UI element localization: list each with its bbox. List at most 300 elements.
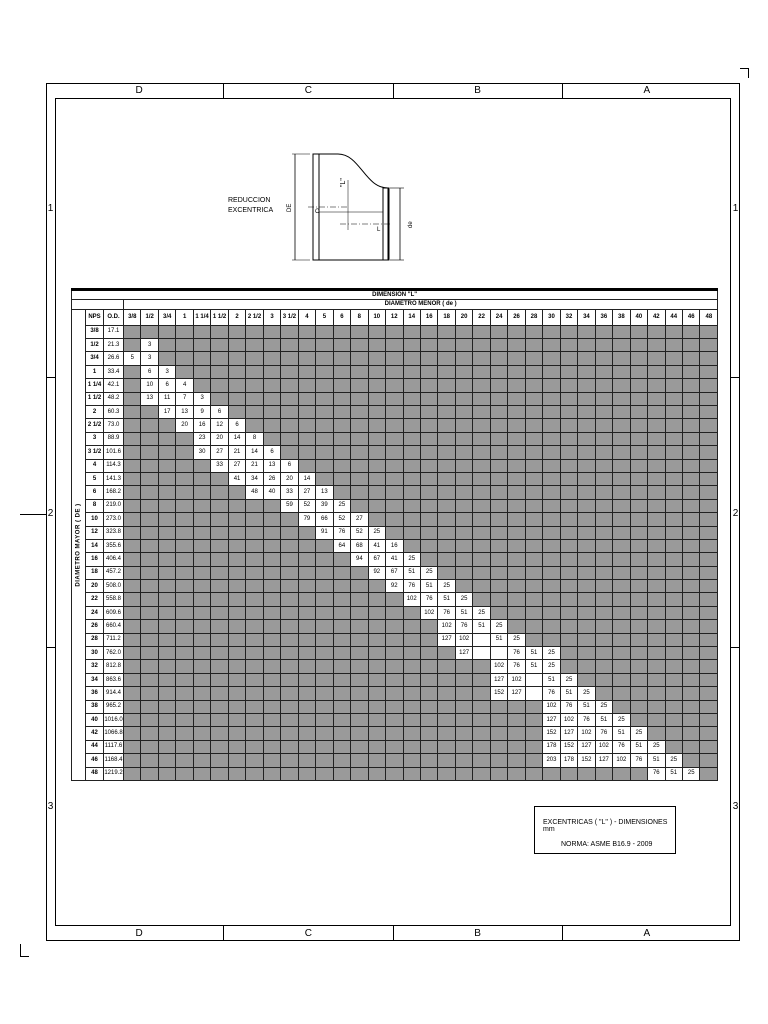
empty-cell	[316, 365, 333, 378]
empty-cell	[665, 472, 682, 485]
empty-cell	[263, 392, 280, 405]
empty-cell	[665, 459, 682, 472]
empty-cell	[473, 379, 490, 392]
row-nps: 14	[86, 539, 104, 552]
empty-cell	[281, 660, 298, 673]
empty-cell	[403, 432, 420, 445]
empty-cell	[228, 499, 245, 512]
dimension-cell: 6	[158, 379, 175, 392]
empty-cell	[490, 727, 507, 740]
empty-cell	[700, 593, 718, 606]
empty-cell	[630, 339, 647, 352]
empty-cell	[141, 325, 158, 338]
empty-cell	[438, 553, 455, 566]
empty-cell	[158, 553, 175, 566]
empty-cell	[386, 700, 403, 713]
empty-cell	[455, 472, 472, 485]
empty-cell	[176, 539, 193, 552]
empty-cell	[281, 365, 298, 378]
empty-cell	[386, 606, 403, 619]
empty-cell	[700, 446, 718, 459]
empty-cell	[246, 325, 263, 338]
empty-cell	[665, 660, 682, 673]
empty-cell	[595, 539, 612, 552]
dimension-cell: 25	[543, 647, 560, 660]
empty-cell	[368, 647, 385, 660]
dimension-cell: 11	[158, 392, 175, 405]
dimension-cell: 178	[543, 740, 560, 753]
empty-cell	[613, 365, 630, 378]
empty-cell	[648, 714, 665, 727]
table-row	[72, 365, 718, 378]
zone-label: B	[394, 83, 563, 98]
empty-cell	[473, 767, 490, 780]
empty-cell	[333, 673, 350, 686]
empty-cell	[473, 687, 490, 700]
empty-cell	[490, 754, 507, 767]
empty-cell	[351, 673, 368, 686]
empty-cell	[158, 687, 175, 700]
empty-cell	[351, 767, 368, 780]
empty-cell	[578, 459, 595, 472]
empty-cell	[333, 647, 350, 660]
empty-cell	[124, 740, 141, 753]
empty-cell	[211, 593, 228, 606]
empty-cell	[508, 459, 525, 472]
column-header: 2	[228, 310, 245, 326]
empty-cell	[246, 606, 263, 619]
row-nps: 3/4	[86, 352, 104, 365]
empty-cell	[141, 714, 158, 727]
label-DE: DE	[287, 203, 293, 212]
empty-cell	[508, 566, 525, 579]
empty-cell	[281, 647, 298, 660]
dimension-cell: 27	[351, 513, 368, 526]
empty-cell	[263, 339, 280, 352]
row-od: 114.3	[104, 459, 124, 472]
dimension-cell	[473, 633, 490, 646]
dimension-cell: 76	[420, 593, 437, 606]
dimension-cell: 64	[333, 539, 350, 552]
empty-cell	[316, 539, 333, 552]
empty-cell	[333, 432, 350, 445]
empty-cell	[490, 767, 507, 780]
empty-cell	[490, 472, 507, 485]
empty-cell	[438, 700, 455, 713]
empty-cell	[211, 727, 228, 740]
dimension-cell: 51	[543, 673, 560, 686]
column-header: 34	[578, 310, 595, 326]
empty-cell	[193, 325, 210, 338]
dimension-cell: 13	[263, 459, 280, 472]
dimension-cell	[490, 647, 507, 660]
empty-cell	[525, 392, 542, 405]
empty-cell	[473, 432, 490, 445]
empty-cell	[630, 499, 647, 512]
empty-cell	[246, 419, 263, 432]
empty-cell	[455, 432, 472, 445]
empty-cell	[176, 620, 193, 633]
empty-cell	[508, 472, 525, 485]
empty-cell	[263, 499, 280, 512]
table-row	[72, 499, 718, 512]
empty-cell	[333, 606, 350, 619]
empty-cell	[473, 499, 490, 512]
empty-cell	[368, 325, 385, 338]
row-od: 323.8	[104, 526, 124, 539]
table-row	[72, 727, 718, 740]
empty-cell	[124, 633, 141, 646]
column-header: 44	[665, 310, 682, 326]
empty-cell	[124, 593, 141, 606]
empty-cell	[665, 499, 682, 512]
empty-cell	[281, 593, 298, 606]
row-nps: 12	[86, 526, 104, 539]
empty-cell	[141, 754, 158, 767]
table-title-row	[72, 290, 718, 300]
empty-cell	[141, 660, 158, 673]
empty-cell	[246, 392, 263, 405]
empty-cell	[543, 365, 560, 378]
empty-cell	[595, 406, 612, 419]
empty-cell	[700, 325, 718, 338]
empty-cell	[613, 419, 630, 432]
empty-cell	[298, 606, 315, 619]
empty-cell	[368, 379, 385, 392]
empty-cell	[228, 593, 245, 606]
dimension-cell: 48	[246, 486, 263, 499]
dimension-cell	[525, 673, 542, 686]
zone-row-bottom	[55, 926, 731, 941]
empty-cell	[176, 727, 193, 740]
dimension-cell: 127	[560, 727, 577, 740]
empty-cell	[403, 539, 420, 552]
empty-cell	[630, 459, 647, 472]
empty-cell	[158, 620, 175, 633]
row-od: 1219.2	[104, 767, 124, 780]
empty-cell	[665, 580, 682, 593]
empty-cell	[630, 580, 647, 593]
row-od: 101.6	[104, 446, 124, 459]
empty-cell	[124, 365, 141, 378]
dimension-cell: 25	[630, 727, 647, 740]
empty-cell	[525, 379, 542, 392]
dimension-cell: 51	[665, 767, 682, 780]
empty-cell	[281, 553, 298, 566]
dimension-cell: 67	[368, 553, 385, 566]
zone-divider	[46, 377, 55, 378]
empty-cell	[648, 406, 665, 419]
empty-cell	[211, 526, 228, 539]
empty-cell	[560, 513, 577, 526]
empty-cell	[403, 633, 420, 646]
empty-cell	[281, 446, 298, 459]
empty-cell	[613, 580, 630, 593]
empty-cell	[228, 392, 245, 405]
table-row	[72, 740, 718, 753]
empty-cell	[211, 325, 228, 338]
empty-cell	[438, 379, 455, 392]
empty-cell	[141, 526, 158, 539]
empty-cell	[665, 606, 682, 619]
empty-cell	[700, 714, 718, 727]
empty-cell	[700, 700, 718, 713]
empty-cell	[298, 379, 315, 392]
empty-cell	[298, 647, 315, 660]
empty-cell	[298, 339, 315, 352]
empty-cell	[281, 566, 298, 579]
empty-cell	[613, 687, 630, 700]
empty-cell	[333, 700, 350, 713]
column-header: 26	[508, 310, 525, 326]
empty-cell	[403, 419, 420, 432]
dimension-cell: 10	[141, 379, 158, 392]
empty-cell	[490, 526, 507, 539]
empty-cell	[158, 566, 175, 579]
row-od: 1168.4	[104, 754, 124, 767]
empty-cell	[665, 620, 682, 633]
dimension-cell: 66	[316, 513, 333, 526]
empty-cell	[228, 714, 245, 727]
empty-cell	[351, 740, 368, 753]
empty-cell	[543, 526, 560, 539]
empty-cell	[316, 566, 333, 579]
empty-cell	[333, 593, 350, 606]
empty-cell	[386, 406, 403, 419]
empty-cell	[263, 593, 280, 606]
empty-cell	[298, 419, 315, 432]
empty-cell	[455, 660, 472, 673]
row-nps: 6	[86, 486, 104, 499]
dimension-cell: 102	[438, 620, 455, 633]
empty-cell	[281, 714, 298, 727]
row-nps: 42	[86, 727, 104, 740]
empty-cell	[386, 365, 403, 378]
dimension-cell	[525, 687, 542, 700]
empty-cell	[351, 406, 368, 419]
row-od: 762.0	[104, 647, 124, 660]
empty-cell	[630, 352, 647, 365]
empty-cell	[473, 553, 490, 566]
dimension-cell: 59	[281, 499, 298, 512]
empty-cell	[403, 339, 420, 352]
dimension-cell: 51	[525, 647, 542, 660]
dimension-cell: 25	[490, 620, 507, 633]
table-row	[72, 700, 718, 713]
empty-cell	[508, 526, 525, 539]
row-nps: 1 1/2	[86, 392, 104, 405]
empty-cell	[473, 472, 490, 485]
row-nps: 48	[86, 767, 104, 780]
dimension-cell: 7	[176, 392, 193, 405]
empty-cell	[124, 727, 141, 740]
empty-cell	[508, 325, 525, 338]
empty-cell	[351, 472, 368, 485]
dimension-cell: 51	[403, 566, 420, 579]
dimension-cell: 25	[438, 580, 455, 593]
empty-cell	[648, 553, 665, 566]
dimension-cell: 12	[211, 419, 228, 432]
empty-cell	[298, 553, 315, 566]
row-nps: 26	[86, 620, 104, 633]
empty-cell	[193, 339, 210, 352]
empty-cell	[508, 740, 525, 753]
empty-cell	[211, 365, 228, 378]
empty-cell	[560, 472, 577, 485]
note-line1: EXCENTRICAS ( "L" ) - DIMENSIONES mm	[543, 819, 668, 833]
empty-cell	[176, 767, 193, 780]
empty-cell	[124, 325, 141, 338]
empty-cell	[525, 419, 542, 432]
empty-cell	[386, 647, 403, 660]
empty-cell	[246, 687, 263, 700]
empty-cell	[595, 767, 612, 780]
empty-cell	[246, 365, 263, 378]
empty-cell	[490, 593, 507, 606]
empty-cell	[525, 740, 542, 753]
row-nps: 10	[86, 513, 104, 526]
empty-cell	[595, 339, 612, 352]
empty-cell	[158, 606, 175, 619]
empty-cell	[246, 660, 263, 673]
empty-cell	[193, 727, 210, 740]
empty-cell	[613, 499, 630, 512]
dimension-cell: 102	[508, 673, 525, 686]
empty-cell	[351, 700, 368, 713]
empty-cell	[543, 432, 560, 445]
empty-cell	[403, 727, 420, 740]
empty-cell	[351, 727, 368, 740]
empty-cell	[316, 620, 333, 633]
empty-cell	[578, 566, 595, 579]
empty-cell	[281, 580, 298, 593]
empty-cell	[124, 446, 141, 459]
empty-cell	[351, 580, 368, 593]
empty-cell	[176, 647, 193, 660]
dimension-cell: 51	[438, 593, 455, 606]
empty-cell	[298, 714, 315, 727]
empty-cell	[228, 379, 245, 392]
dimension-cell: 16	[386, 539, 403, 552]
empty-cell	[351, 365, 368, 378]
empty-cell	[246, 767, 263, 780]
row-od: 1016.0	[104, 714, 124, 727]
empty-cell	[263, 687, 280, 700]
dimension-cell: 8	[246, 432, 263, 445]
empty-cell	[193, 633, 210, 646]
empty-cell	[316, 325, 333, 338]
empty-cell	[228, 486, 245, 499]
empty-cell	[386, 740, 403, 753]
empty-cell	[665, 446, 682, 459]
dimension-cell: 127	[578, 740, 595, 753]
empty-cell	[438, 660, 455, 673]
empty-cell	[141, 446, 158, 459]
empty-cell	[490, 580, 507, 593]
empty-cell	[543, 379, 560, 392]
empty-cell	[420, 526, 437, 539]
empty-cell	[193, 513, 210, 526]
empty-cell	[228, 365, 245, 378]
empty-cell	[386, 339, 403, 352]
empty-cell	[473, 740, 490, 753]
empty-cell	[420, 660, 437, 673]
empty-cell	[211, 673, 228, 686]
dimension-cell: 52	[298, 499, 315, 512]
empty-cell	[193, 660, 210, 673]
empty-cell	[263, 432, 280, 445]
empty-cell	[630, 606, 647, 619]
dimension-cell: 76	[455, 620, 472, 633]
column-header: 1 1/4	[193, 310, 210, 326]
empty-cell	[595, 472, 612, 485]
row-od: 73.0	[104, 419, 124, 432]
dimension-cell: 51	[648, 754, 665, 767]
empty-cell	[158, 754, 175, 767]
empty-cell	[438, 446, 455, 459]
empty-cell	[263, 406, 280, 419]
crop-mark-top-right-v	[748, 68, 749, 78]
empty-cell	[473, 673, 490, 686]
empty-cell	[613, 673, 630, 686]
empty-cell	[211, 687, 228, 700]
dimension-cell: 6	[228, 419, 245, 432]
empty-cell	[141, 606, 158, 619]
empty-cell	[368, 593, 385, 606]
empty-cell	[298, 459, 315, 472]
column-header: 30	[543, 310, 560, 326]
empty-cell	[124, 339, 141, 352]
empty-cell	[595, 486, 612, 499]
empty-cell	[368, 740, 385, 753]
empty-cell	[438, 714, 455, 727]
empty-cell	[246, 593, 263, 606]
empty-cell	[560, 593, 577, 606]
empty-cell	[665, 526, 682, 539]
dimension-cell: 6	[141, 365, 158, 378]
empty-cell	[490, 352, 507, 365]
empty-cell	[141, 472, 158, 485]
empty-cell	[630, 539, 647, 552]
dimension-cell: 52	[351, 526, 368, 539]
empty-cell	[403, 620, 420, 633]
dimension-cell: 92	[386, 580, 403, 593]
empty-cell	[403, 740, 420, 753]
table-row	[72, 660, 718, 673]
empty-cell	[613, 767, 630, 780]
empty-cell	[263, 580, 280, 593]
empty-cell	[648, 432, 665, 445]
column-header: 36	[595, 310, 612, 326]
empty-cell	[700, 419, 718, 432]
empty-cell	[473, 727, 490, 740]
dimension-cell: 76	[560, 700, 577, 713]
empty-cell	[141, 767, 158, 780]
empty-cell	[455, 714, 472, 727]
empty-cell	[158, 673, 175, 686]
dimension-cell: 23	[193, 432, 210, 445]
empty-cell	[420, 553, 437, 566]
column-header: 3 1/2	[281, 310, 298, 326]
empty-cell	[386, 352, 403, 365]
table-subtitle-row	[72, 300, 718, 310]
empty-cell	[595, 633, 612, 646]
empty-cell	[543, 767, 560, 780]
empty-cell	[420, 673, 437, 686]
empty-cell	[316, 740, 333, 753]
empty-cell	[578, 580, 595, 593]
empty-cell	[595, 325, 612, 338]
